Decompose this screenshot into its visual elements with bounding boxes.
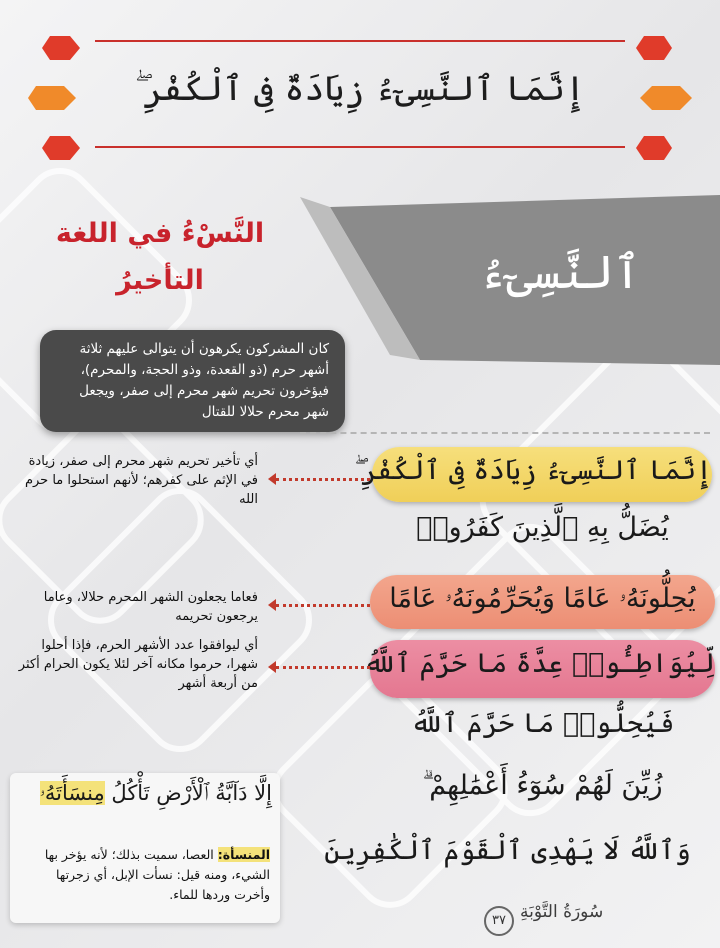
arrow-left-icon <box>268 661 276 673</box>
surah-number: ٣٧ <box>484 906 514 936</box>
heading-line-1: النَّسْءُ في اللغة <box>55 218 265 249</box>
intro-note-box <box>40 330 345 432</box>
heading-line-2: التأخيرُ <box>116 265 204 296</box>
verse-pill-orange <box>370 575 715 629</box>
verse-2: يُضَلُّ بِهِ ٱلَّذِينَ كَفَرُوا۟ <box>416 512 669 543</box>
surah-name: سُورَةُ التَّوْبَةِ <box>520 902 604 922</box>
title-top-rule <box>95 40 625 42</box>
connector-3 <box>276 666 370 669</box>
arrow-left-icon <box>268 599 276 611</box>
connector-1 <box>276 478 370 481</box>
divider <box>300 432 710 434</box>
title-verse: إِنَّمَا ٱلنَّسِىٓءُ زِيَادَةٌ فِى ٱلْكُفْرِ ۖ <box>134 69 586 109</box>
verse-6: زُيِّنَ لَهُمْ سُوٓءُ أَعْمَٰلِهِمْ ۗ <box>422 770 663 801</box>
definition-verse-word: مِنسَأَتَهُۥ <box>39 781 105 805</box>
verse-4: لِّيُوَاطِـُٔوا۟ عِدَّةَ مَا حَرَّمَ ٱللَّهُ <box>363 648 715 679</box>
explanation-1: أي تأخير تحريم شهر محرم إلى صفر، زيادة في الإثم على كفرهم؛ لأنهم استحلوا ما حرم الله <box>24 454 258 507</box>
connector-2 <box>276 604 370 607</box>
verse-1: إِنَّمَا ٱلنَّسِىٓءُ زِيَادَةٌ فِى ٱلْكُفْرِ ۖ <box>354 455 712 486</box>
ornament-right-icon <box>636 34 696 162</box>
definition-body: العصا، سميت بذلك؛ لأنه يؤخر بها الشيء، ومنه قيل: نسأت الإبل، أي زجرتها وأخرت وردها للماء. <box>44 847 270 902</box>
banner-word: ٱلنَّسِىٓءُ <box>479 245 641 299</box>
definition-box <box>10 773 280 923</box>
definition-verse-start: إِلَّا دَآبَّةُ ٱلْأَرْضِ تَأْكُلُ <box>104 781 272 805</box>
explanation-2: فعاما يجعلون الشهر المحرم حلالا، وعاما يرجعون تحريمه <box>43 590 258 624</box>
verse-7: وَٱللَّهُ لَا يَهْدِى ٱلْقَوْمَ ٱلْكَٰفِرِينَ <box>324 835 691 866</box>
definition-label: المنسأة: <box>217 847 270 862</box>
definition-text <box>20 845 270 905</box>
arrow-left-icon <box>268 473 276 485</box>
title-frame <box>95 38 625 150</box>
verse-3: يُحِلُّونَهُۥ عَامًا وَيُحَرِّمُونَهُۥ عَامًا <box>389 583 696 614</box>
intro-note-text: كان المشركون يكرهون أن يتوالى عليهم ثلاثة أشهر حرم (ذو القعدة، وذو الحجة، والمحرم)، فيؤخرون تحريم شهر محرم إلى صفر، ويجعل شهر محرم حلالا للقتال <box>79 341 329 420</box>
verse-5: فَيُحِلُّوا۟ مَا حَرَّمَ ٱللَّهُ <box>410 708 675 739</box>
definition-verse <box>40 781 272 806</box>
verse-pill-pink <box>363 640 715 698</box>
ornament-left-icon <box>28 34 88 162</box>
explanation-3: أي ليوافقوا عدد الأشهر الحرم، فإذا أحلوا شهرا، حرموا مكانه آخر لئلا يكون الحرام أكثر من أربعة أشهر <box>18 638 258 691</box>
word-banner <box>300 195 720 365</box>
verse-pill-yellow <box>354 447 712 502</box>
title-bottom-rule <box>95 146 625 148</box>
